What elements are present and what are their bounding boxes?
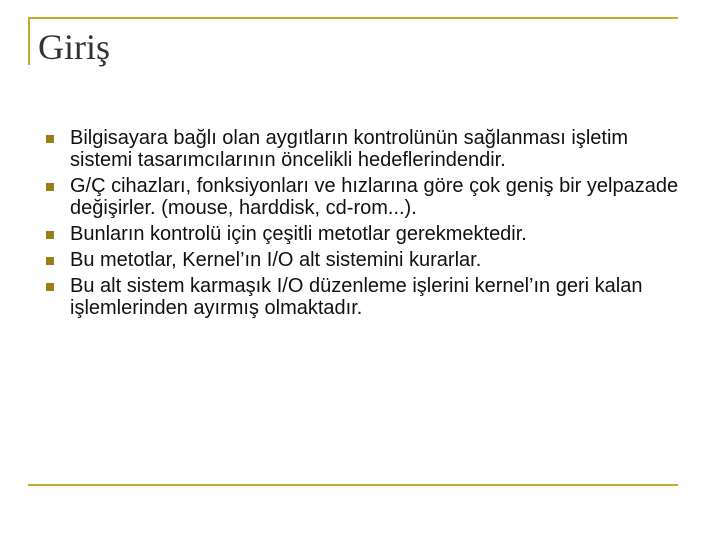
bullet-text: G/Ç cihazları, fonksiyonları ve hızlarına göre çok geniş bir yelpazade değişirler. (mouse, harddisk, cd-rom...). [70, 175, 679, 219]
square-bullet-icon [46, 257, 54, 265]
left-accent-line [28, 17, 30, 65]
bottom-divider-line [28, 484, 678, 486]
bullet-text: Bilgisayara bağlı olan aygıtların kontrolünün sağlanması işletim sistemi tasarımcılarının öncelikli hedeflerindendir. [70, 127, 629, 171]
bullet-item [46, 223, 686, 245]
square-bullet-icon [46, 135, 54, 143]
top-divider-line [28, 17, 678, 19]
square-bullet-icon [46, 231, 54, 239]
bullet-item [46, 249, 686, 271]
slide-title: Giriş [38, 27, 110, 67]
square-bullet-icon [46, 183, 54, 191]
bullet-item [46, 127, 686, 171]
bullet-item [46, 175, 686, 219]
bullet-text: Bu alt sistem karmaşık I/O düzenleme işlerini kernel’ın geri kalan işlemlerinden ayırmış olmaktadır. [70, 275, 643, 319]
bullet-list [46, 127, 686, 323]
bullet-item [46, 275, 686, 319]
square-bullet-icon [46, 283, 54, 291]
bullet-text: Bu metotlar, Kernel’ın I/O alt sistemini kurarlar. [70, 249, 482, 271]
bullet-text: Bunların kontrolü için çeşitli metotlar gerekmektedir. [70, 223, 527, 245]
